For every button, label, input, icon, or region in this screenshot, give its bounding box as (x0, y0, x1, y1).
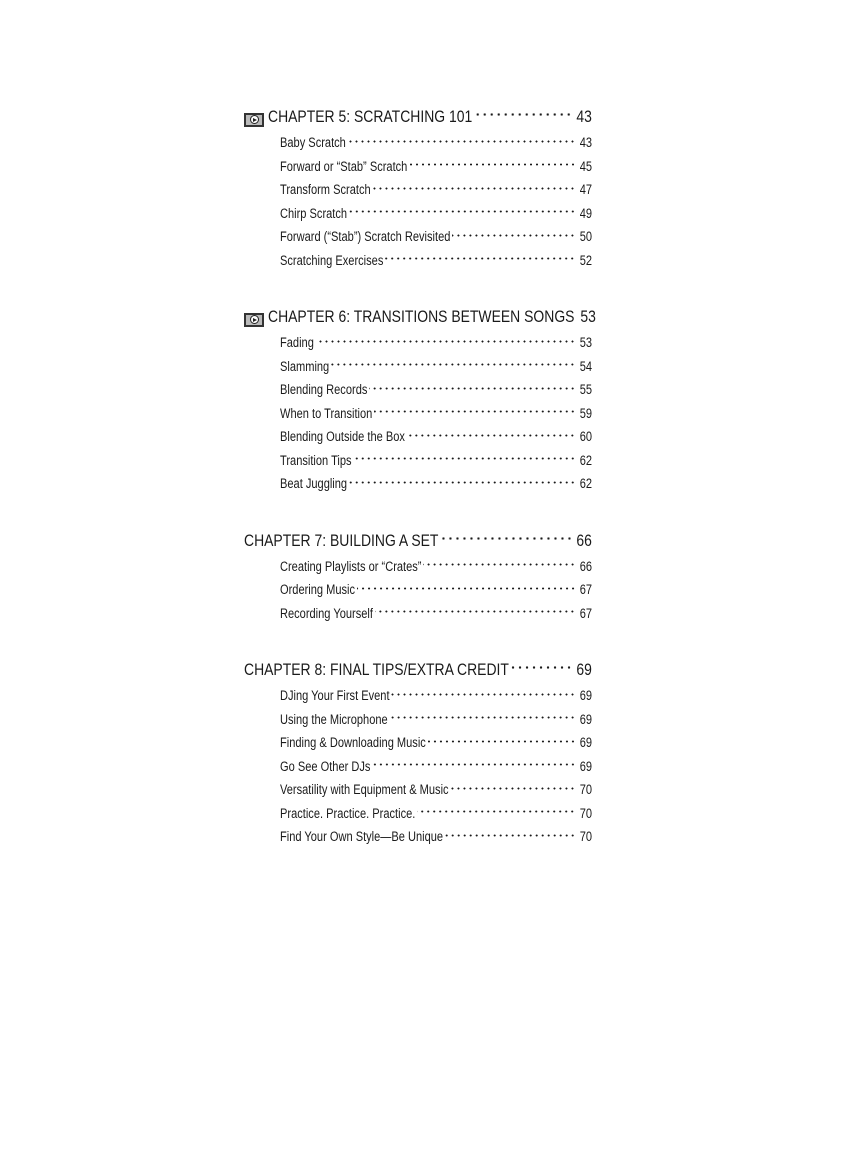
entry-title: Forward or “Stab” Scratch (280, 158, 408, 174)
dot-leader (441, 530, 573, 547)
video-play-icon (244, 313, 264, 327)
dot-leader (374, 405, 576, 419)
dot-leader (316, 335, 576, 349)
entry-page-number: 70 (579, 805, 592, 821)
entry-page-number: 67 (579, 582, 592, 597)
entry-page-number: 69 (579, 711, 592, 727)
dot-leader (452, 229, 575, 243)
toc-entry[interactable] (244, 155, 592, 179)
toc-entry[interactable] (244, 178, 592, 202)
chapter-heading[interactable] (244, 103, 592, 131)
entry-page-number: 54 (579, 358, 592, 374)
entry-page-number: 69 (579, 688, 592, 703)
dot-leader (348, 135, 576, 149)
entry-title: Practice. Practice. Practice. (280, 805, 416, 821)
dot-leader (390, 711, 576, 725)
chapter-title: CHAPTER 7: BUILDING A SET (244, 530, 439, 550)
chapter-heading[interactable] (244, 656, 592, 684)
entry-title: Blending Records (280, 382, 368, 397)
dot-leader (373, 758, 576, 772)
chapter-section (244, 103, 592, 272)
dot-leader (407, 429, 575, 443)
entry-page-number: 70 (579, 829, 592, 844)
entry-title: When to Transition (280, 405, 373, 421)
toc-entry[interactable] (244, 602, 592, 626)
dot-leader (331, 358, 575, 372)
entry-page-number: 59 (579, 405, 592, 421)
entry-page-number: 50 (579, 229, 592, 244)
entry-page-number: 52 (579, 252, 592, 268)
toc-entry[interactable] (244, 331, 592, 355)
entry-title: Chirp Scratch (280, 205, 348, 221)
entry-title: Fading (280, 335, 314, 350)
toc-entry[interactable] (244, 731, 592, 755)
dot-leader (372, 182, 575, 196)
dot-leader (354, 452, 576, 466)
dot-leader (428, 735, 576, 749)
toc-entry[interactable] (244, 825, 592, 849)
table-of-contents (244, 103, 596, 880)
chapter-section (244, 303, 596, 496)
toc-entry[interactable] (244, 425, 592, 449)
entry-title: Finding & Downloading Music (280, 735, 426, 750)
dot-leader (423, 558, 576, 572)
entry-title: Find Your Own Style—Be Unique (280, 829, 444, 844)
chapter-page-number: 66 (576, 530, 592, 550)
entry-page-number: 67 (579, 605, 592, 621)
entry-page-number: 49 (579, 205, 592, 221)
toc-entry[interactable] (244, 202, 592, 226)
dot-leader (391, 688, 576, 702)
toc-entry[interactable] (244, 708, 592, 732)
toc-entry[interactable] (244, 684, 592, 708)
toc-entry[interactable] (244, 378, 592, 402)
chapter-page-number: 53 (580, 307, 596, 326)
entry-page-number: 62 (579, 452, 592, 468)
dot-leader (357, 582, 576, 596)
entry-title: Versatility with Equipment & Music (280, 782, 449, 797)
dot-leader (349, 476, 576, 490)
entry-page-number: 69 (579, 735, 592, 750)
entry-title: Using the Microphone (280, 711, 388, 727)
entry-page-number: 45 (579, 158, 592, 174)
entry-title: Recording Yourself (280, 605, 373, 621)
entry-title: Go See Other DJs (280, 758, 371, 774)
chapter-title: CHAPTER 6: TRANSITIONS BETWEEN SONGS (268, 307, 575, 326)
entry-page-number: 66 (579, 558, 592, 574)
entry-title: Beat Juggling (280, 476, 348, 491)
entry-page-number: 43 (579, 135, 592, 150)
dot-leader (445, 829, 576, 843)
dot-leader (369, 382, 576, 396)
toc-entry[interactable] (244, 578, 592, 602)
dot-leader (511, 659, 573, 676)
toc-entry[interactable] (244, 355, 592, 379)
entry-title: Blending Outside the Box (280, 429, 405, 444)
toc-entry[interactable] (244, 225, 592, 249)
entry-page-number: 69 (579, 758, 592, 774)
entry-title: Forward (“Stab”) Scratch Revisited (280, 229, 451, 244)
dot-leader (474, 106, 572, 123)
dot-leader (417, 805, 575, 819)
video-play-icon (244, 113, 264, 127)
dot-leader (349, 205, 576, 219)
entry-title: Baby Scratch (280, 135, 346, 150)
entry-page-number: 53 (579, 335, 592, 350)
chapter-heading[interactable] (244, 303, 596, 331)
chapter-section (244, 656, 592, 849)
entry-title: Creating Playlists or “Crates” (280, 558, 422, 574)
entry-page-number: 60 (579, 429, 592, 444)
entry-page-number: 55 (579, 382, 592, 397)
entry-title: Transform Scratch (280, 182, 371, 197)
chapter-title: CHAPTER 8: FINAL TIPS/EXTRA CREDIT (244, 660, 509, 679)
toc-entry[interactable] (244, 249, 592, 273)
dot-leader (410, 158, 576, 172)
toc-entry[interactable] (244, 555, 592, 579)
chapter-section (244, 527, 592, 626)
dot-leader (375, 605, 575, 619)
toc-entry[interactable] (244, 778, 592, 802)
entry-title: Ordering Music (280, 582, 356, 597)
entry-title: Slamming (280, 358, 330, 374)
entry-page-number: 62 (579, 476, 592, 491)
toc-entry[interactable] (244, 402, 592, 426)
toc-entry[interactable] (244, 755, 592, 779)
dot-leader (450, 782, 575, 796)
chapter-page-number: 43 (576, 107, 592, 126)
entry-page-number: 47 (579, 182, 592, 197)
toc-entry[interactable] (244, 449, 592, 473)
toc-entry[interactable] (244, 131, 592, 155)
entry-title: Scratching Exercises (280, 252, 384, 268)
chapter-page-number: 69 (576, 660, 592, 679)
entry-page-number: 70 (579, 782, 592, 797)
chapter-heading[interactable] (244, 527, 592, 555)
entry-title: Transition Tips (280, 452, 352, 468)
entry-title: DJing Your First Event (280, 688, 390, 703)
toc-entry[interactable] (244, 472, 592, 496)
dot-leader (385, 252, 575, 266)
toc-entry[interactable] (244, 802, 592, 826)
chapter-title: CHAPTER 5: SCRATCHING 101 (268, 107, 473, 126)
